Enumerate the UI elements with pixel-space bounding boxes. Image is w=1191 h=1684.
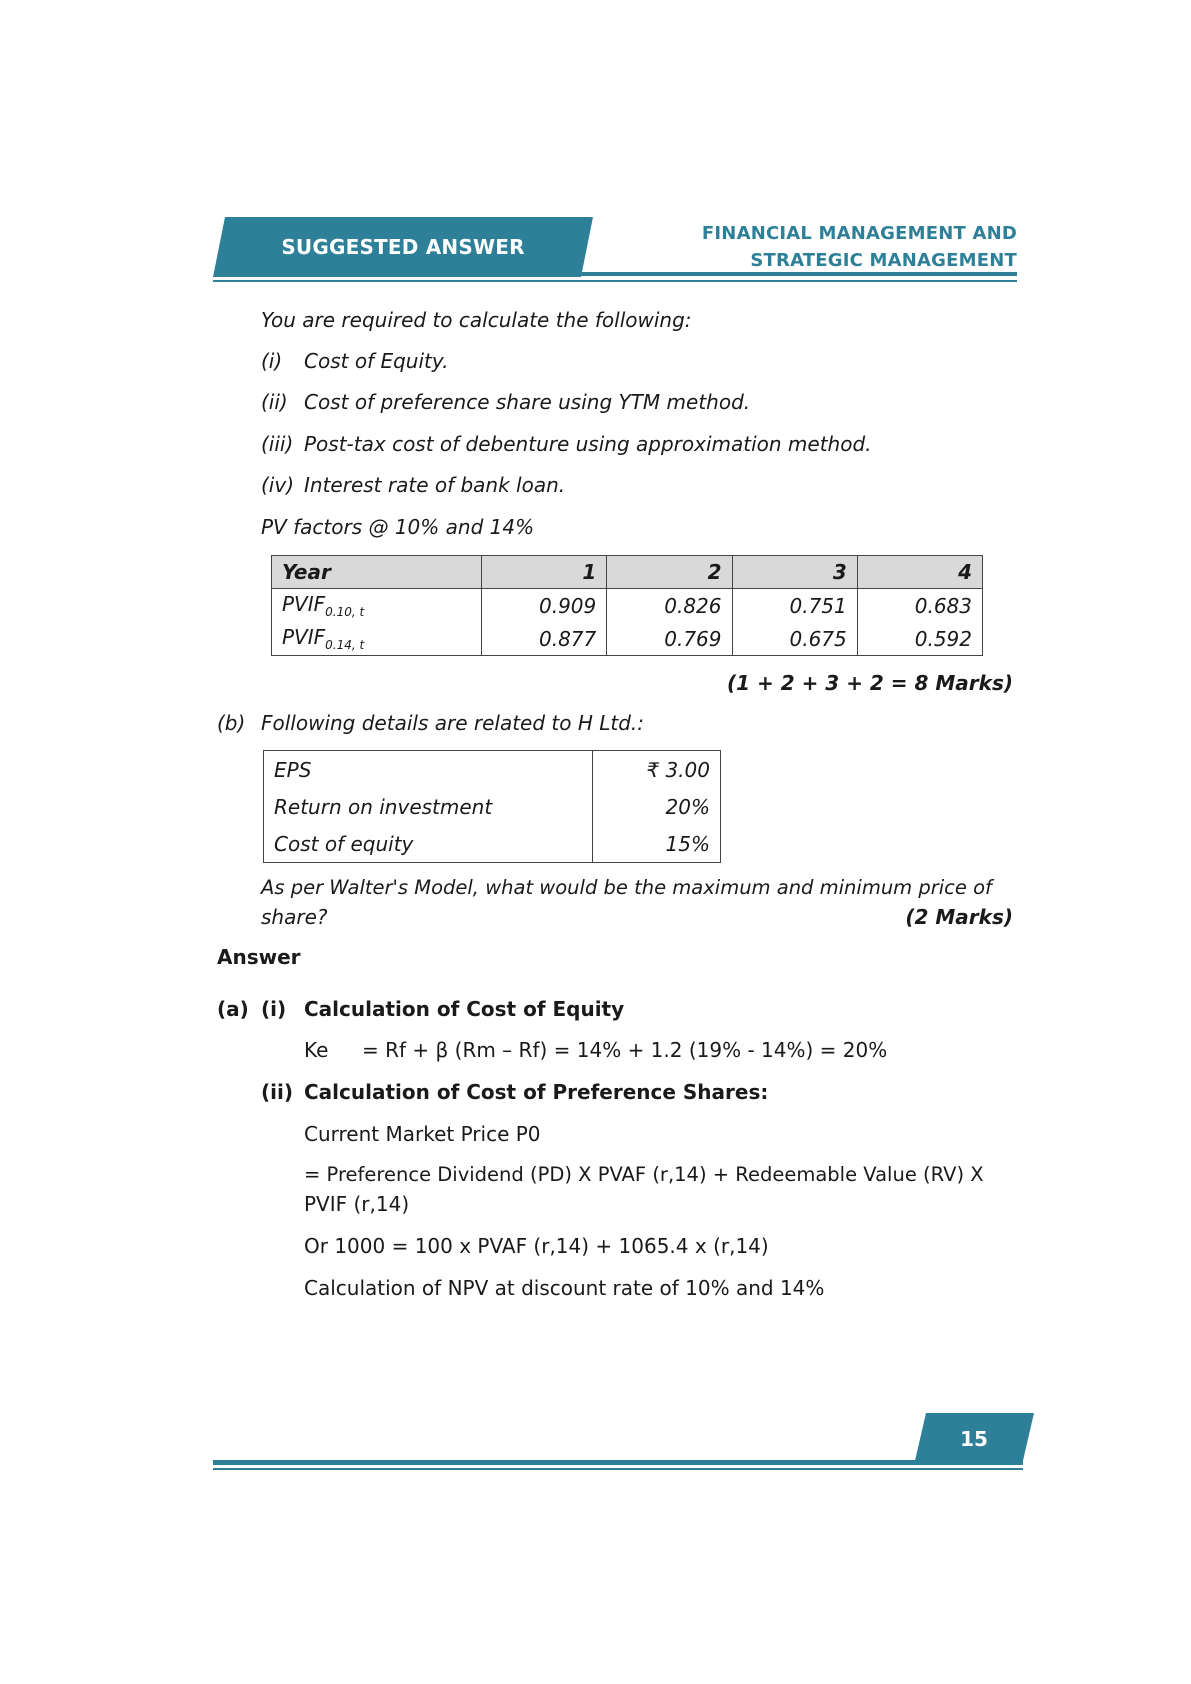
header-title — [702, 220, 1017, 274]
footer-rule-thin — [213, 1468, 1023, 1470]
ke-label: Ke — [304, 1038, 329, 1062]
item-text: Post-tax cost of debenture using approximation method. — [304, 432, 872, 456]
row-label: $PVIF_{0.14, t}$ — [272, 622, 482, 656]
table-cell: 0.769 — [607, 622, 732, 656]
pv-caption: PV factors @ 10% and 14% — [261, 515, 535, 539]
table-header-row — [272, 556, 983, 589]
item-num: (iii) — [261, 432, 294, 456]
question-b-num: (b) — [217, 711, 246, 735]
ke-formula: = Rf + β (Rm – Rf) = 14% + 1.2 (19% - 14%) = 20% — [362, 1038, 888, 1062]
table-cell: EPS — [264, 751, 593, 789]
header-title-line1: FINANCIAL MANAGEMENT AND — [701, 223, 1017, 244]
table-cell: 0.675 — [732, 622, 857, 656]
table-row — [264, 825, 721, 863]
header-title-line2: STRATEGIC MANAGEMENT — [750, 250, 1017, 271]
table-row — [272, 622, 983, 656]
header-tab-label: SUGGESTED ANSWER — [281, 235, 525, 259]
h-ltd-table — [263, 750, 721, 863]
header-rule-thin — [213, 280, 1017, 282]
table-cell: 0.877 — [482, 622, 607, 656]
table-header-cell: 4 — [857, 556, 982, 589]
table-header-cell: 2 — [607, 556, 732, 589]
table-cell: 0.826 — [607, 589, 732, 623]
question-b-text: share? — [261, 905, 328, 929]
table-cell: 15% — [593, 825, 721, 863]
answer-line: Calculation of NPV at discount rate of 10% and 14% — [304, 1276, 825, 1300]
table-cell: 0.909 — [482, 589, 607, 623]
table-cell: Cost of equity — [264, 825, 593, 863]
table-header-cell: 1 — [482, 556, 607, 589]
table-header-cell: 3 — [732, 556, 857, 589]
pv-factors-table — [271, 555, 983, 656]
item-text: Cost of preference share using YTM method. — [304, 390, 751, 414]
item-num: (ii) — [261, 390, 288, 414]
answer-line: Or 1000 = 100 x PVAF (r,14) + 1065.4 x (r,14) — [304, 1234, 769, 1258]
answer-heading: Answer — [217, 945, 301, 969]
row-label: $PVIF_{0.10, t}$ — [272, 589, 482, 623]
answer-part-a: (a) — [217, 997, 249, 1021]
table-header-cell: Year — [272, 556, 482, 589]
marks-b: (2 Marks) — [905, 905, 1013, 929]
question-b-intro: Following details are related to H Ltd.: — [261, 711, 645, 735]
answer-sub-ii-title: Calculation of Cost of Preference Shares: — [304, 1080, 769, 1104]
table-cell: 20% — [593, 788, 721, 825]
table-cell: 0.683 — [857, 589, 982, 623]
table-row — [264, 751, 721, 789]
item-num: (i) — [261, 349, 283, 373]
table-cell: 0.751 — [732, 589, 857, 623]
answer-sub-i-title: Calculation of Cost of Equity — [304, 997, 625, 1021]
answer-line: PVIF (r,14) — [304, 1192, 410, 1216]
table-cell: ₹ 3.00 — [593, 751, 721, 789]
answer-line: Current Market Price P0 — [304, 1122, 541, 1146]
item-num: (iv) — [261, 473, 294, 497]
table-row — [264, 788, 721, 825]
table-row — [272, 589, 983, 623]
question-intro: You are required to calculate the following: — [261, 308, 692, 332]
page-number: 15 — [960, 1427, 988, 1451]
question-b-text: As per Walter's Model, what would be the maximum and minimum price of — [261, 876, 992, 899]
item-text: Cost of Equity. — [304, 349, 449, 373]
answer-sub-ii: (ii) — [261, 1080, 293, 1104]
header-rule — [580, 272, 1017, 276]
table-cell: 0.592 — [857, 622, 982, 656]
item-text: Interest rate of bank loan. — [304, 473, 566, 497]
footer-rule — [213, 1460, 1023, 1465]
marks-a: (1 + 2 + 3 + 2 = 8 Marks) — [726, 671, 1013, 695]
table-cell: Return on investment — [264, 788, 593, 825]
answer-line: = Preference Dividend (PD) X PVAF (r,14) + Redeemable Value (RV) X — [304, 1163, 984, 1186]
answer-sub-i: (i) — [261, 997, 287, 1021]
